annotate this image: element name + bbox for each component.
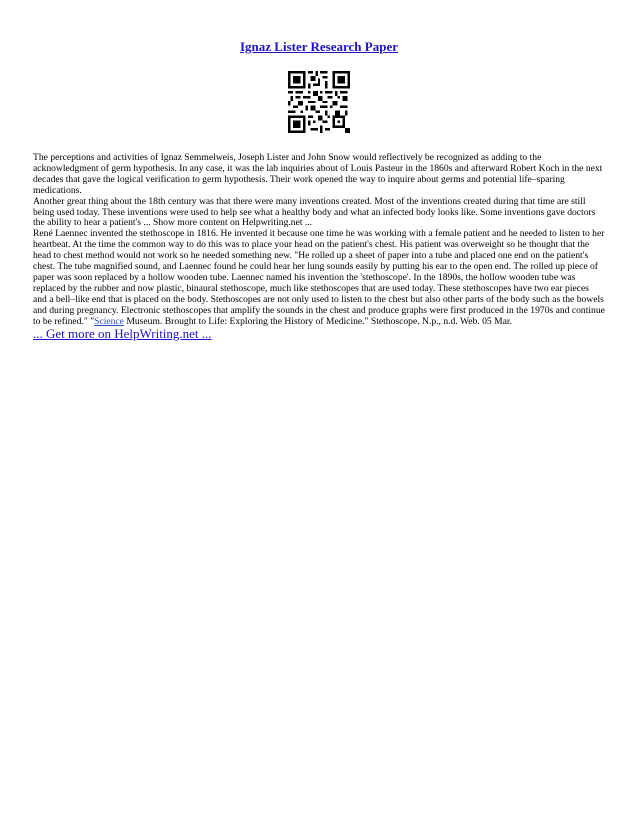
stethoscope-text: René Laennec invented the stethoscope in 1816. He invented it because one time he was working with a female patient and he needed to listen to her heartbeat. At the time the common way to do this was to place your head on the patient's chest. His patient was overweight so he thought that the head to chest method would not work so he needed something new. "He rolled up a sheet of paper into a tube and placed one end on the patient's chest. The tube magnified sound, and Laennec found he could hear her lung sounds easily by putting his ear to the open end. The rolled up piece of paper was soon replaced by a hollow wooden tube. Laennec named his invention the 'stethoscope'. In the 1890s, the hollow wooden tube was replaced by the rubber and now plastic, binaural stethoscope, much like stethoscopes that are used today. These stethoscopes have two ear pieces and a bell–like end that is placed on the body. Stethoscopes are not only used to listen to the chest but also other parts of the body such as the bowels and during pregnancy. Electronic stethoscopes that amplify the sounds in the chest and produce graphs were first produced in the 1970s and continue to be refined." " (33, 228, 605, 327)
citation-text: Museum. Brought to Life: Exploring the History of Medicine." Stethoscope. N.p., n.d. Web. 05 Mar. (123, 315, 512, 327)
paragraph-germ-hypothesis: The perceptions and activities of Ignaz Semmelweis, Joseph Lister and John Snow would reflectively be recognized as adding to the acknowledgment of germ hypothesis. In any case, it was the lab inquiries about of Louis Pasteur in the 1860s and afterward Robert Koch in the next decades that gave the logical verification to germ hypothesis. Their work opened the way to inquire about germs and potential life–sparing medications. (33, 152, 603, 196)
more-section (33, 326, 212, 342)
title-link[interactable]: Ignaz Lister Research Paper (239, 39, 399, 54)
document-body (33, 153, 605, 328)
paragraph-stethoscope (33, 229, 605, 327)
science-link[interactable]: Science (94, 315, 124, 327)
document-title (0, 39, 638, 55)
paragraph-inventions: Another great thing about the 18th century was that there were many inventions created. Most of the inventions created during that time are still being used today. These inventions were used to help see what a healthy body and what an infected body looks like. Some inventions gave doctors the ability to hear a patient's ... Show more content on Helpwriting.net ... (33, 195, 596, 229)
qr-code-icon (288, 71, 350, 133)
get-more-link[interactable]: ... Get more on HelpWriting.net ... (33, 326, 212, 341)
